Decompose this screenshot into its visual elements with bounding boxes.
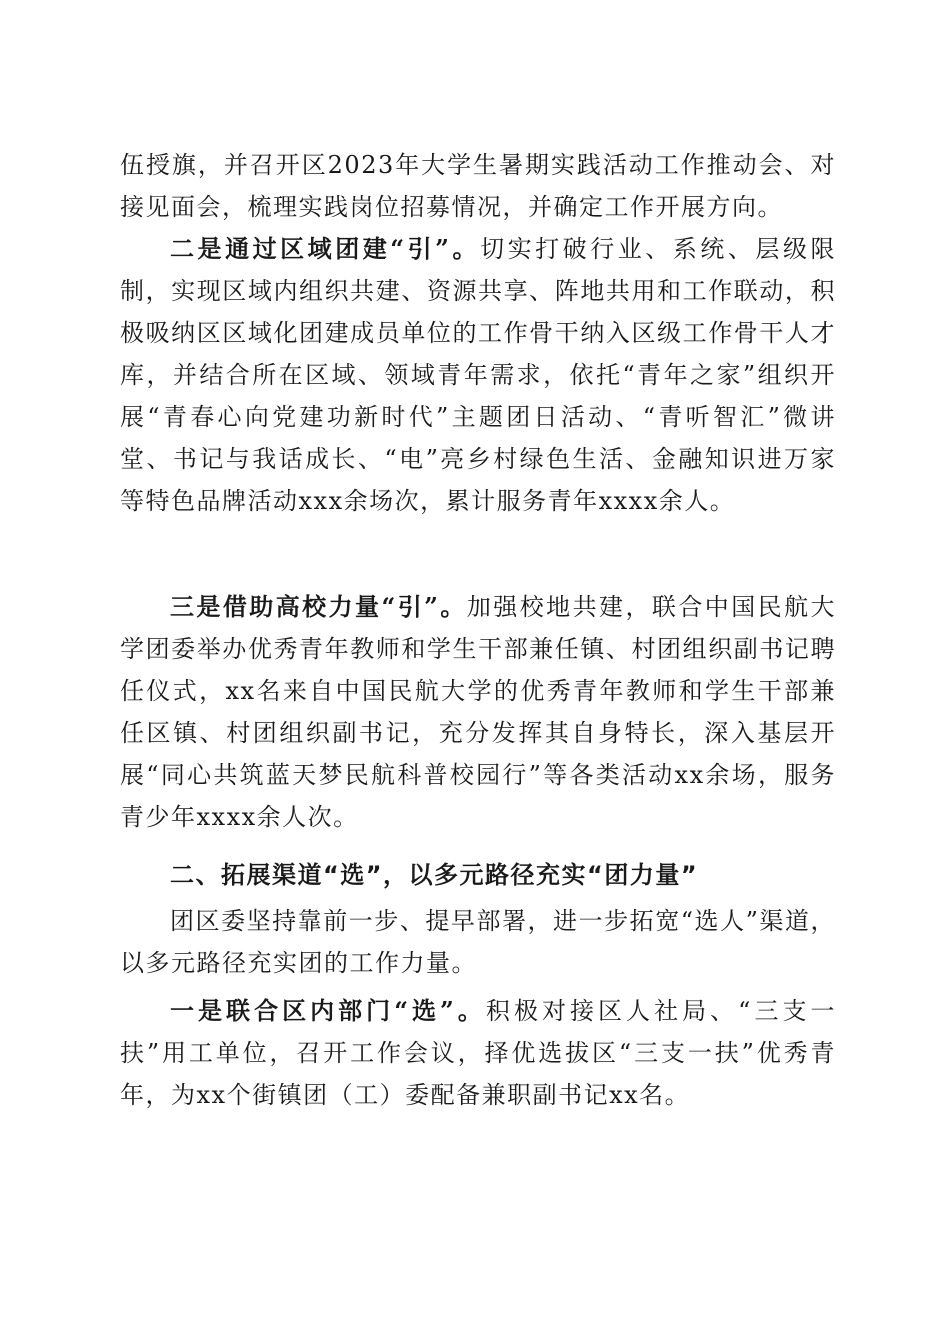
paragraph-district-departments [120,990,836,1116]
paragraph-section-intro [120,900,836,984]
section-heading [120,854,836,896]
paragraph-text: 积极对接区人社局、“三支一扶”用工单位，召开工作会议，择优选拔区“三支一扶”优秀青年，为xx个街镇团（工）委配备兼职副书记xx名。 [120,997,836,1109]
paragraph-text: 伍授旗，并召开区2023年大学生暑期实践活动工作推动会、对接见面会，梳理实践岗位招募情况，并确定工作开展方向。 [120,151,836,221]
section-heading-text: 二、拓展渠道“选”，以多元路径充实“团力量” [170,861,699,889]
paragraph-text: 团区委坚持靠前一步、提早部署，进一步拓宽“选人”渠道，以多元路径充实团的工作力量。 [120,907,836,977]
paragraph-lead: 二是通过区域团建“引”。 [170,234,481,263]
paragraph-lead: 一是联合区内部门“选”。 [170,996,486,1025]
paragraph-text: 加强校地共建，联合中国民航大学团委举办优秀青年教师和学生干部兼任镇、村团组织副书记聘任仪式，xx名来自中国民航大学的优秀青年教师和学生干部兼任区镇、村团组织副书记，充分发挥其自身特长，深入基层开展“同心共筑蓝天梦民航科普校园行”等各类活动xx余场，服务青少年xxxx余人次。 [120,593,837,831]
paragraph-lead: 三是借助高校力量“引”。 [170,592,467,621]
paragraph-continuation [120,144,836,228]
paragraph-regional-league [120,228,836,522]
paragraph-university-power [120,586,836,838]
paragraph-text: 切实打破行业、系统、层级限制，实现区域内组织共建、资源共享、阵地共用和工作联动，积极吸纳区区域化团建成员单位的工作骨干纳入区级工作骨干人才库，并结合所在区域、领域青年需求，依托“青年之家”组织开展“青春心向党建功新时代”主题团日活动、“青听智汇”微讲堂、书记与我话成长、“电”亮乡村绿色生活、金融知识进万家等特色品牌活动xxx余场次，累计服务青年xxxx余人。 [120,235,837,515]
